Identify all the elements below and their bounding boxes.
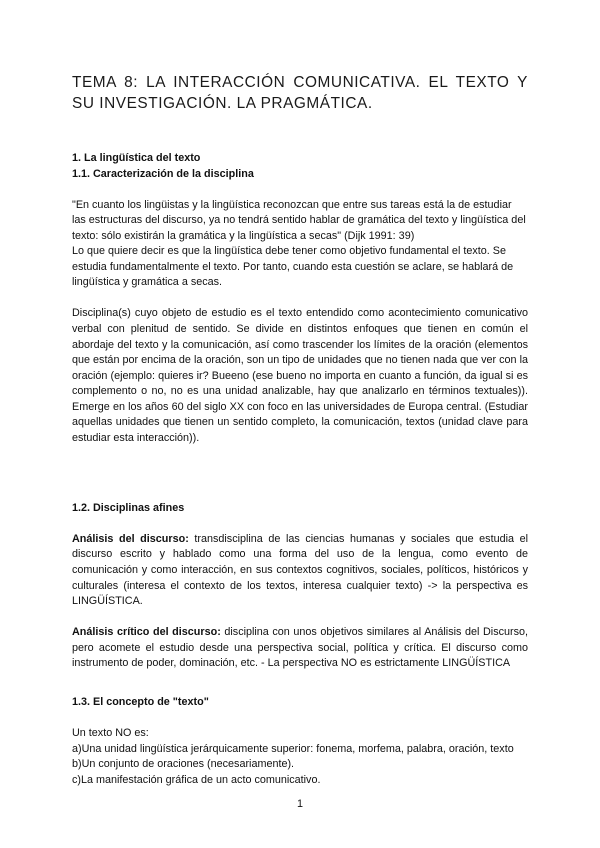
document-body xyxy=(72,151,528,788)
spacer xyxy=(72,610,528,626)
spacer xyxy=(72,516,528,532)
spacer xyxy=(72,672,528,695)
related-discipline-discourse-analysis xyxy=(72,532,528,610)
list-item: a)Una unidad lingüística jerárquicamente superior: fonema, morfema, palabra, oración, texto xyxy=(72,742,514,755)
subsection-heading-concepto-texto: 1.3. El concepto de "texto" xyxy=(72,696,209,709)
discipline-definition: Disciplina(s) cuyo objeto de estudio es el texto entendido como acontecimiento comunicativo verbal con plenitud de sentido. Se divide en distintos enfoques que tienen en común el abordaje del texto y la comunicación, así como trascender los límites de la oración (elementos que están por encima de la oración, son un tipo de unidades que no tienen nada que ver con la oración (ejemplo: quieres ir? Bueeno (ese bueno no importa en cuanto a función, da igual si es complemento o no, no es una unidad analizable, hay que analizarlo en términos textuales)). Emerge en los años 60 del siglo XX con foco en las universidades de Europa central. (Estudiar aquellas unidades que tienen un sentido completo, la comunicación, textos (unidad clave para estudiar esta interacción)). xyxy=(72,307,528,444)
quote-explanation: Lo que quiere decir es que la lingüística debe tener como objetivo fundamental el texto. Se estudia fundamentalmente el texto. Por tanto, cuando esta cuestión se aclare, se hablará de lingüística y gramática a secas. xyxy=(72,245,514,289)
spacer xyxy=(72,711,528,727)
page-number: 1 xyxy=(296,798,303,810)
dijk-quote: "En cuanto los lingüistas y la lingüística reconozcan que entre sus tareas está la de estudiar las estructuras del discurso, ya no tendrá sentido hablar de gramática del texto y lingüística del texto: sólo existirán la gramática y la lingüística a secas" (Dijk 1991: 39) xyxy=(72,198,526,242)
definition-analisis-critico: disciplina con unos objetivos similares al Análisis del Discurso, pero acomete el estudio desde una perspectiva social, política y crítica. El discurso como instrumento de poder, dominación, etc. - La perspectiva NO es estrictamente LINGÜÍSTICA xyxy=(72,626,528,670)
definition-analisis-discurso: transdisciplina de las ciencias humanas y sociales que estudia el discurso escrito y hablado como una forma del uso de la lengua, como evento de comunicación y como interacción, en sus contextos cognitivos, sociales, políticos, históricos y culturales (interesa el contexto de los textos, interesa cualquier texto) -> la perspectiva es LINGÜÍSTICA. xyxy=(72,532,528,608)
spacer xyxy=(72,446,528,500)
list-item: b)Un conjunto de oraciones (necesariamente). xyxy=(72,758,295,771)
subsection-heading-caracterizacion: 1.1. Caracterización de la disciplina xyxy=(72,167,254,180)
related-discipline-critical-discourse-analysis xyxy=(72,625,528,672)
term-analisis-discurso: Análisis del discurso: xyxy=(72,532,189,545)
list-item: c)La manifestación gráfica de un acto comunicativo. xyxy=(72,773,321,786)
document-title: TEMA 8: LA INTERACCIÓN COMUNICATIVA. EL TEXTO Y SU INVESTIGACIÓN. LA PRAGMÁTICA. xyxy=(72,74,528,112)
spacer xyxy=(72,182,528,198)
spacer xyxy=(72,291,528,307)
text-not-intro: Un texto NO es: xyxy=(72,727,149,740)
subsection-heading-disciplinas-afines: 1.2. Disciplinas afines xyxy=(72,501,185,514)
section-heading-linguistica-texto: 1. La lingüística del texto xyxy=(72,152,201,164)
term-analisis-critico: Análisis crítico del discurso: xyxy=(72,626,221,639)
